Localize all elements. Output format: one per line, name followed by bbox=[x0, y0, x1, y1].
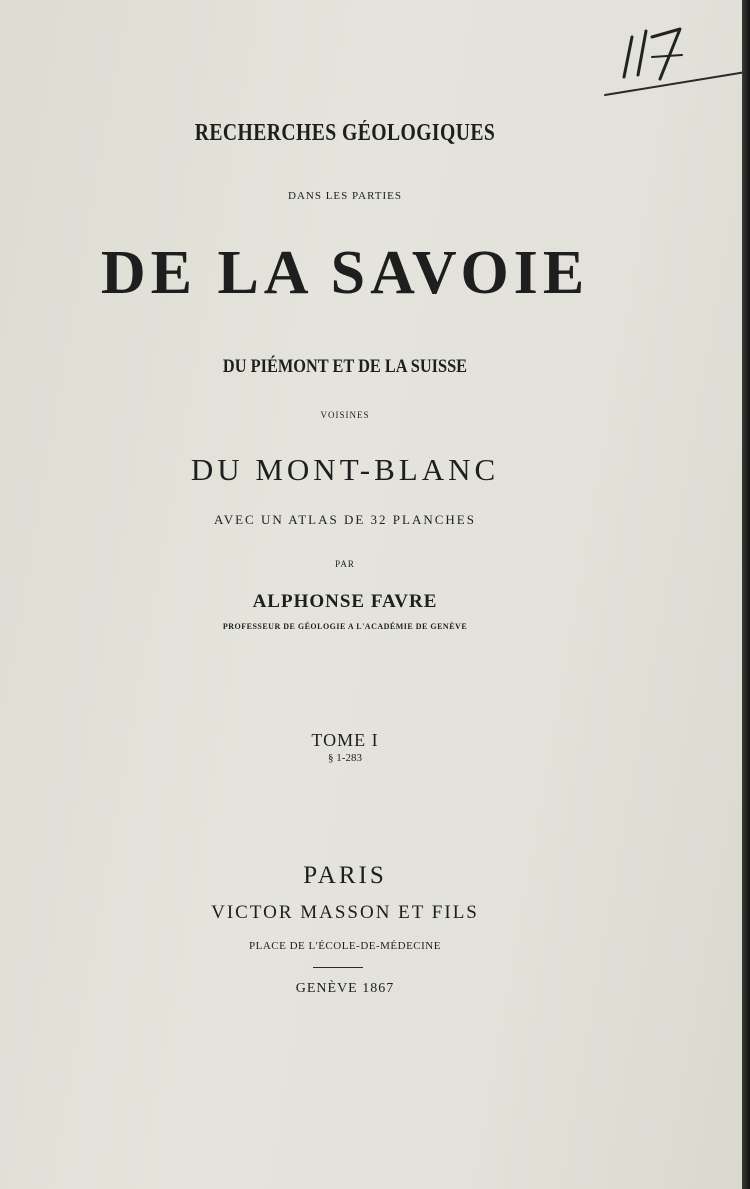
title-line-recherches: RECHERCHES GÉOLOGIQUES bbox=[194, 120, 496, 146]
by-label: PAR bbox=[335, 559, 355, 569]
author-title: PROFESSEUR DE GÉOLOGIE A L'ACADÉMIE DE GENÈVE bbox=[222, 622, 468, 631]
main-title: DE LA SAVOIE bbox=[100, 239, 590, 307]
author-name: ALPHONSE FAVRE bbox=[252, 591, 438, 612]
imprint-city: PARIS bbox=[303, 862, 387, 889]
divider-rule bbox=[313, 967, 363, 968]
title-line-piemont: DU PIÉMONT ET DE LA SUISSE bbox=[222, 356, 468, 377]
section-range: § 1-283 bbox=[328, 752, 362, 764]
title-line-voisines: VOISINES bbox=[320, 410, 370, 420]
title-line-mont-blanc: DU MONT-BLANC bbox=[190, 452, 500, 487]
title-line-dans-les-parties: DANS LES PARTIES bbox=[288, 190, 402, 202]
publisher-name: VICTOR MASSON ET FILS bbox=[211, 902, 479, 923]
imprint-place-date: GENÈVE 1867 bbox=[295, 981, 395, 996]
handwritten-shelfmark bbox=[600, 15, 750, 105]
volume-label: TOME I bbox=[311, 730, 379, 750]
book-edge bbox=[742, 0, 750, 1189]
subtitle-atlas: AVEC UN ATLAS DE 32 PLANCHES bbox=[214, 512, 476, 527]
publisher-address: PLACE DE L'ÉCOLE-DE-MÉDECINE bbox=[249, 940, 441, 952]
